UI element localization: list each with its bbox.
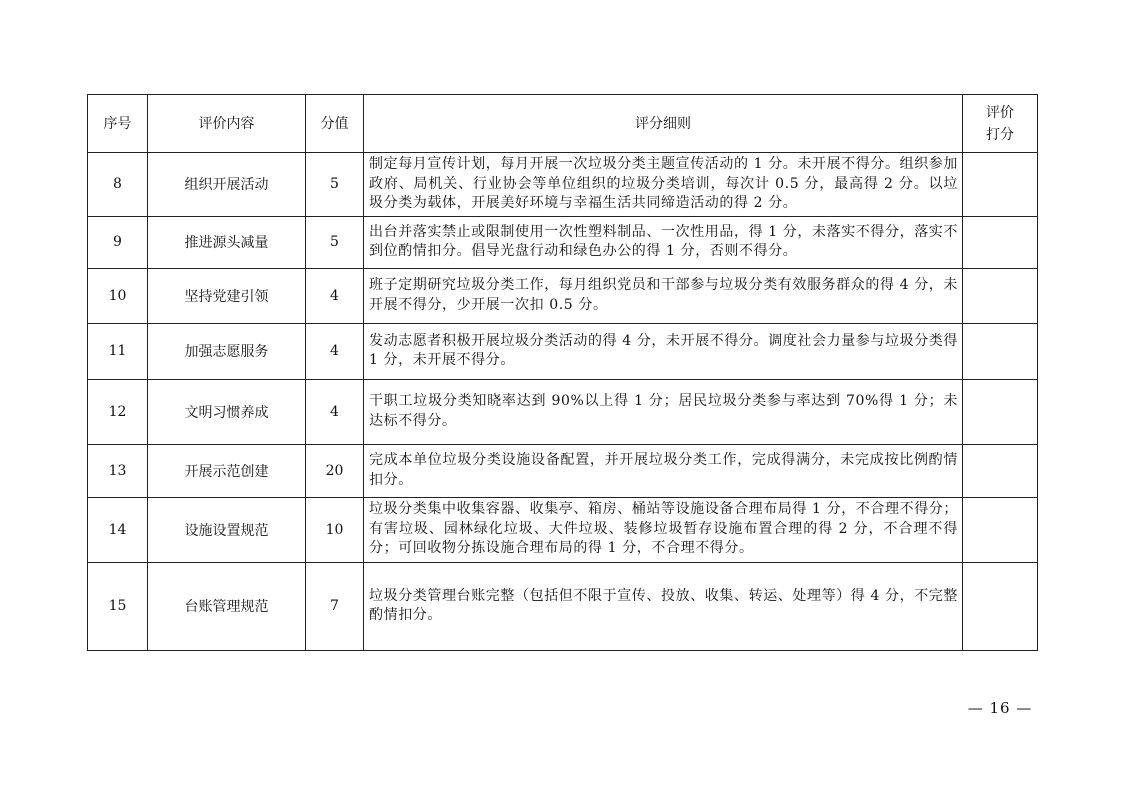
row-details: 干职工垃圾分类知晓率达到 90%以上得 1 分；居民垃圾分类参与率达到 70%得 1 分；未达标不得分。 xyxy=(364,379,963,444)
row-rating xyxy=(963,444,1038,497)
row-index: 15 xyxy=(88,562,148,650)
page-number: — 16 — xyxy=(967,699,1033,717)
row-rating xyxy=(963,562,1038,650)
table-row xyxy=(88,379,1038,444)
row-details: 垃圾分类集中收集容器、收集亭、箱房、桶站等设施设备合理布局得 1 分，不合理不得分；有害垃圾、园林绿化垃圾、大件垃圾、装修垃圾暂存设施布置合理的得 2 分，不合理不得分；可回收物分拣设施合理布局的得 1 分，不合理不得分。 xyxy=(364,497,963,562)
row-score: 4 xyxy=(306,323,364,379)
table-row xyxy=(88,444,1038,497)
row-index: 12 xyxy=(88,379,148,444)
row-details: 制定每月宣传计划，每月开展一次垃圾分类主题宣传活动的 1 分。未开展不得分。组织参加政府、局机关、行业协会等单位组织的垃圾分类培训，每次计 0.5 分，最高得 2 分。以垃圾分类为载体，开展美好环境与幸福生活共同缔造活动的得 2 分。 xyxy=(364,153,963,217)
row-content: 坚持党建引领 xyxy=(148,268,306,323)
row-rating xyxy=(963,323,1038,379)
row-rating xyxy=(963,379,1038,444)
row-content: 开展示范创建 xyxy=(148,444,306,497)
row-index: 9 xyxy=(88,216,148,268)
row-content: 组织开展活动 xyxy=(148,153,306,217)
row-rating xyxy=(963,216,1038,268)
row-index: 8 xyxy=(88,153,148,217)
header-index: 序号 xyxy=(88,95,148,153)
header-details: 评分细则 xyxy=(364,95,963,153)
row-content: 文明习惯养成 xyxy=(148,379,306,444)
table-header-row xyxy=(88,95,1038,153)
row-score: 20 xyxy=(306,444,364,497)
table-row xyxy=(88,153,1038,217)
row-details: 班子定期研究垃圾分类工作，每月组织党员和干部参与垃圾分类有效服务群众的得 4 分，未开展不得分，少开展一次扣 0.5 分。 xyxy=(364,268,963,323)
header-score: 分值 xyxy=(306,95,364,153)
header-rating-line1: 评价 xyxy=(986,104,1014,121)
row-score: 4 xyxy=(306,268,364,323)
row-score: 7 xyxy=(306,562,364,650)
row-index: 14 xyxy=(88,497,148,562)
row-content: 加强志愿服务 xyxy=(148,323,306,379)
row-content: 设施设置规范 xyxy=(148,497,306,562)
row-score: 10 xyxy=(306,497,364,562)
row-rating xyxy=(963,268,1038,323)
row-index: 10 xyxy=(88,268,148,323)
table-row xyxy=(88,216,1038,268)
table-row xyxy=(88,562,1038,650)
row-details: 发动志愿者积极开展垃圾分类活动的得 4 分，未开展不得分。调度社会力量参与垃圾分类得 1 分，未开展不得分。 xyxy=(364,323,963,379)
row-index: 13 xyxy=(88,444,148,497)
row-rating xyxy=(963,153,1038,217)
row-score: 4 xyxy=(306,379,364,444)
header-rating xyxy=(963,95,1038,153)
row-score: 5 xyxy=(306,216,364,268)
row-score: 5 xyxy=(306,153,364,217)
table-row xyxy=(88,323,1038,379)
header-content: 评价内容 xyxy=(148,95,306,153)
row-index: 11 xyxy=(88,323,148,379)
header-rating-line2: 打分 xyxy=(986,126,1014,143)
row-rating xyxy=(963,497,1038,562)
table-row xyxy=(88,268,1038,323)
row-content: 台账管理规范 xyxy=(148,562,306,650)
row-details: 出台并落实禁止或限制使用一次性塑料制品、一次性用品，得 1 分，未落实不得分，落实不到位酌情扣分。倡导光盘行动和绿色办公的得 1 分，否则不得分。 xyxy=(364,216,963,268)
scoring-table xyxy=(87,94,1038,651)
row-content: 推进源头减量 xyxy=(148,216,306,268)
table-row xyxy=(88,497,1038,562)
row-details: 垃圾分类管理台账完整（包括但不限于宣传、投放、收集、转运、处理等）得 4 分，不完整酌情扣分。 xyxy=(364,562,963,650)
row-details: 完成本单位垃圾分类设施设备配置，并开展垃圾分类工作，完成得满分，未完成按比例酌情扣分。 xyxy=(364,444,963,497)
